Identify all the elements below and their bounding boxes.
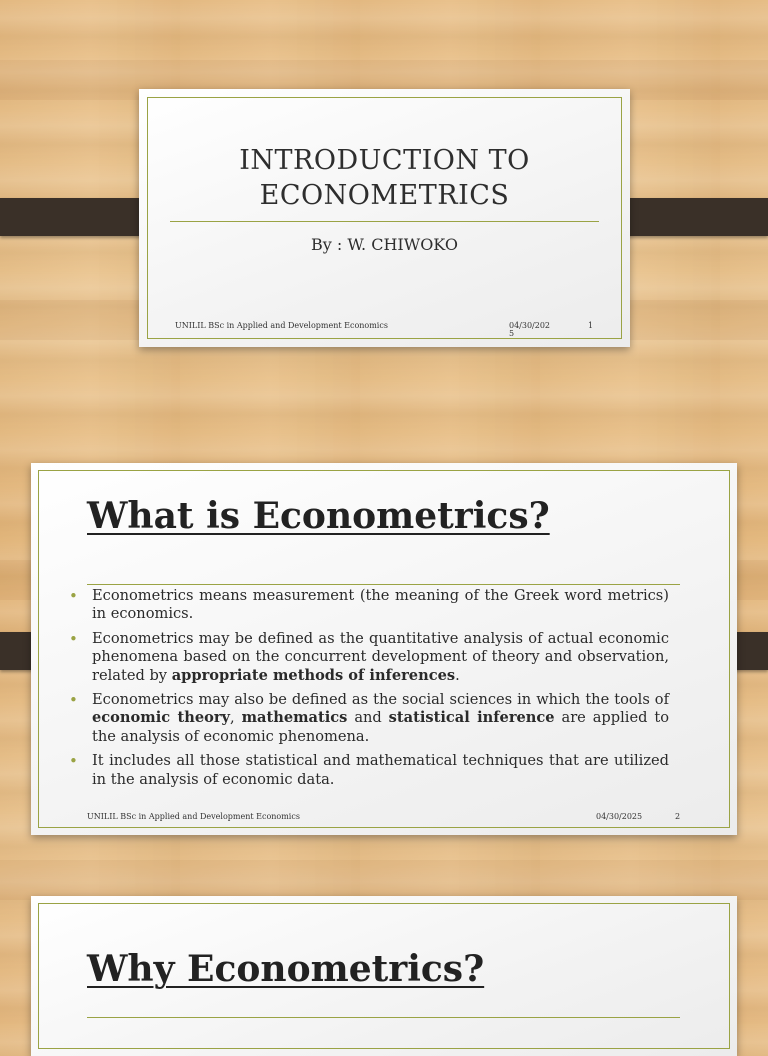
bullet-text: and	[347, 709, 389, 727]
slide-3-title-rule	[87, 1017, 680, 1018]
bullet-bold-text: statistical inference	[388, 709, 555, 727]
slide-2-footer-date: 04/30/2025	[596, 812, 643, 821]
slide-2[interactable]	[31, 463, 737, 835]
slide-2-title: What is Econometrics?	[87, 495, 550, 537]
bullet-text: ,	[230, 709, 242, 727]
slide-1-title-line2: ECONOMETRICS	[259, 180, 510, 211]
slide-1-left-tab	[0, 198, 155, 236]
bullet-text: Econometrics may also be defined as the social sciences in which the tools of	[92, 691, 669, 709]
slide-1-title	[169, 143, 600, 213]
slide-1[interactable]	[139, 89, 630, 347]
bullet-bold-text: economic theory	[92, 709, 231, 727]
slide-1-byline: By : W. CHIWOKO	[311, 235, 458, 254]
bullet-item	[81, 691, 669, 746]
bullet-text: Econometrics may be defined as the quantitative analysis of actual economic phenomena based on the concurrent development of theory and observation, related by	[92, 629, 669, 684]
bullet-item	[81, 630, 669, 685]
slide-2-footer-left: UNILIL BSc in Applied and Development Economics	[87, 812, 300, 821]
slide-1-title-line1: INTRODUCTION TO	[239, 145, 530, 176]
slide-2-page-number: 2	[675, 812, 681, 821]
slide-1-footer-date-line2: 5	[509, 329, 515, 338]
slide-3[interactable]	[31, 896, 737, 1056]
slide-1-footer-date	[509, 322, 550, 338]
slide-1-page-number: 1	[588, 321, 594, 330]
bullet-text: .	[455, 666, 460, 684]
slide-2-title-rule	[87, 584, 680, 585]
slide-1-footer-left: UNILIL BSc in Applied and Development Economics	[175, 321, 388, 330]
bullet-text: Econometrics means measurement (the meaning of the Greek word metrics) in economics.	[92, 587, 669, 623]
slide-1-title-rule	[170, 221, 599, 222]
wood-grain-band	[0, 860, 768, 900]
bullet-bold-text: mathematics	[241, 709, 348, 727]
bullet-bold-text: appropriate methods of inferences	[171, 666, 456, 684]
slide-1-right-tab	[613, 198, 768, 236]
bullet-item	[81, 752, 669, 789]
bullet-item	[81, 587, 669, 624]
bullet-text: are applied to the analysis of economic phenomena.	[92, 709, 669, 745]
slide-1-frame	[147, 97, 622, 339]
slide-3-title: Why Econometrics?	[87, 948, 485, 990]
slide-1-footer-date-line1: 04/30/202	[509, 321, 551, 330]
bullet-text: It includes all those statistical and mathematical techniques that are utilized in the analysis of economic data.	[92, 752, 669, 788]
slide-2-bullet-list	[81, 587, 669, 795]
